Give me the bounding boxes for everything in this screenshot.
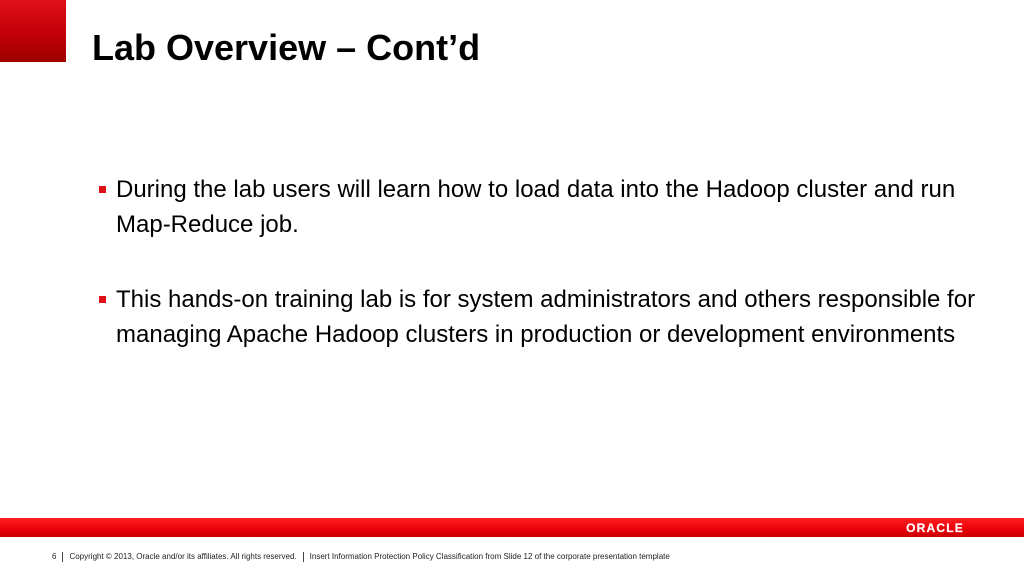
oracle-logo-text: ORACLE <box>906 521 964 535</box>
square-bullet-icon <box>99 296 106 303</box>
page-number: 6 <box>52 552 57 561</box>
oracle-logo <box>893 519 977 536</box>
bullet-item <box>96 172 1016 242</box>
bullet-list <box>96 172 1016 392</box>
slide-title: Lab Overview – Cont’d <box>92 27 481 68</box>
bullet-item <box>96 282 1016 352</box>
copyright-text: Copyright © 2013, Oracle and/or its affiliates. All rights reserved. <box>69 552 297 561</box>
corner-accent-block <box>0 0 66 62</box>
classification-text: Insert Information Protection Policy Classification from Slide 12 of the corporate presentation template <box>309 552 670 561</box>
bullet-text: During the lab users will learn how to load data into the Hadoop cluster and run Map-Reduce job. <box>116 176 956 238</box>
footer-red-bar <box>0 518 1024 537</box>
footer-separator <box>62 552 63 562</box>
footer <box>52 551 670 563</box>
footer-separator <box>303 552 304 562</box>
bullet-text: This hands-on training lab is for system administrators and others responsible for managing Apache Hadoop clusters in production or development environments <box>116 286 976 348</box>
square-bullet-icon <box>99 186 106 193</box>
